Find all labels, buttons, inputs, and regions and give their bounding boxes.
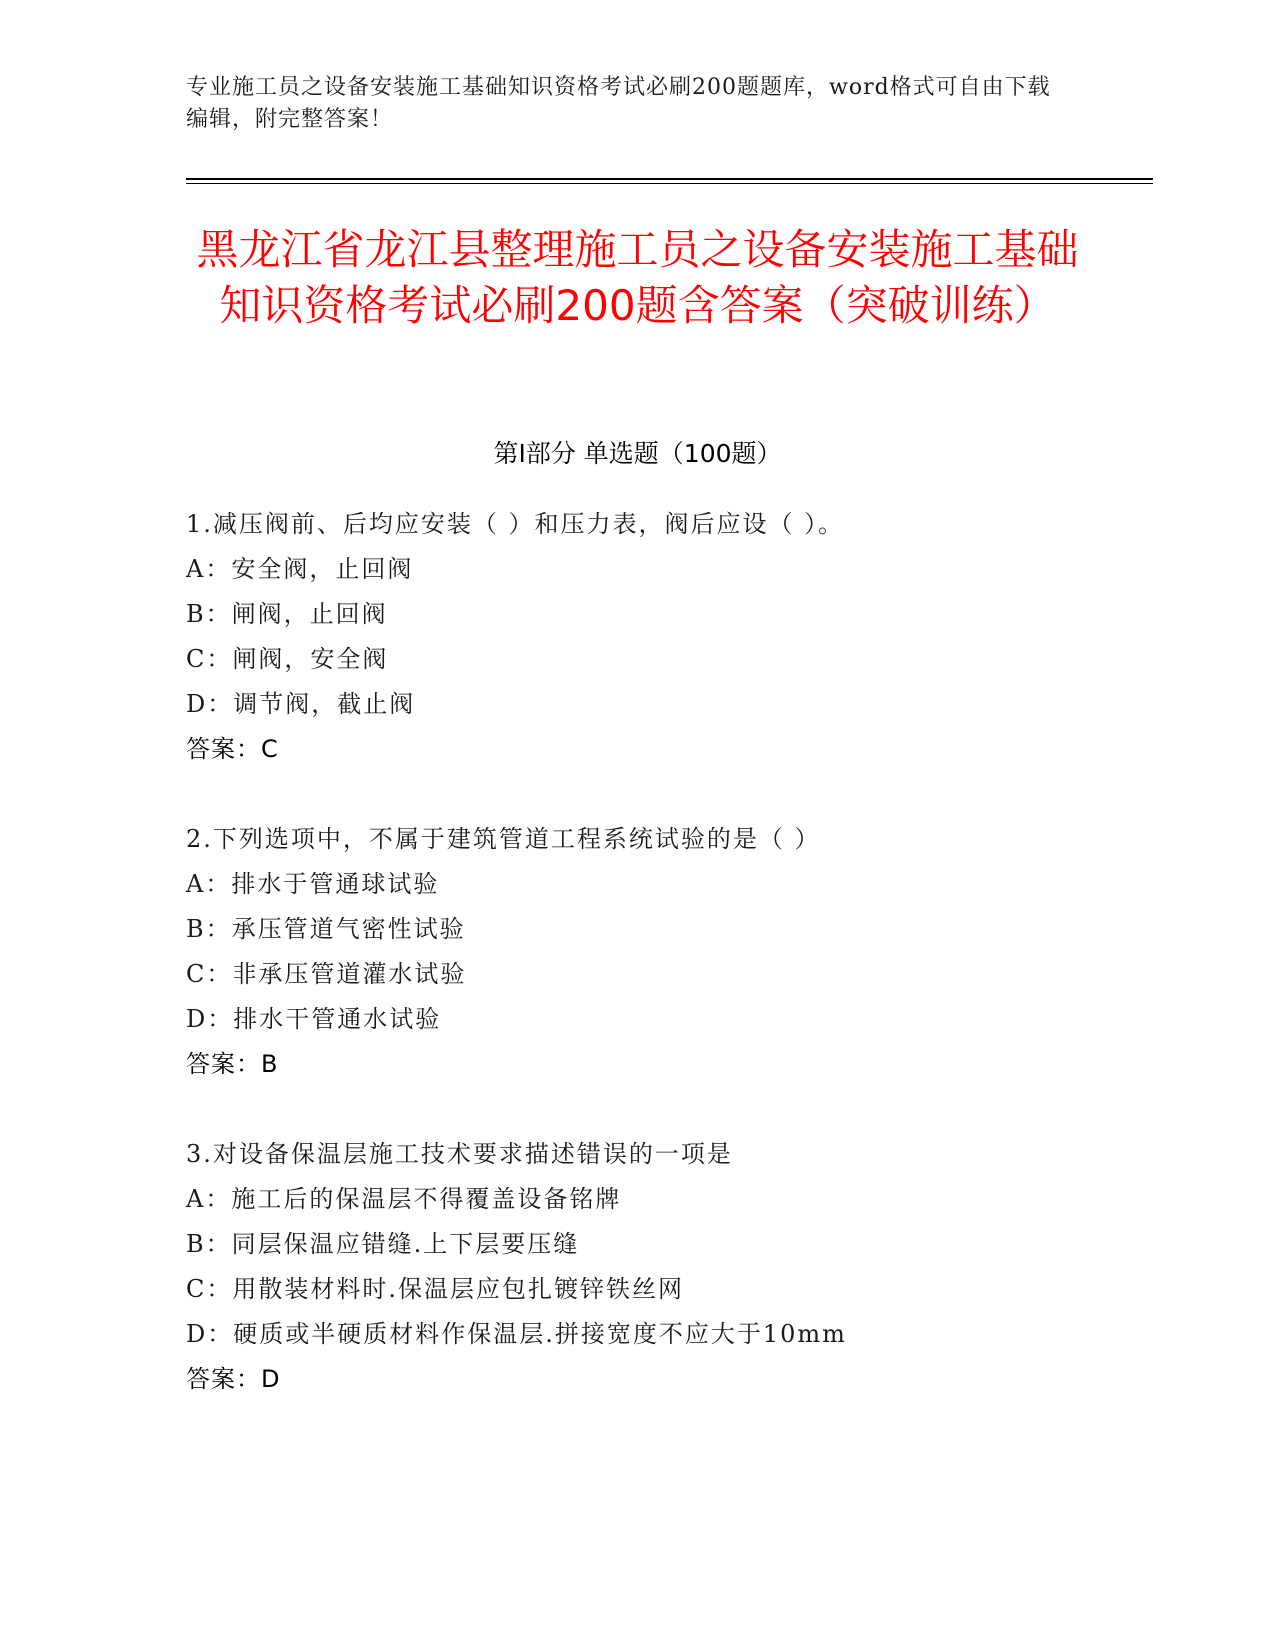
option-c: C：非承压管道灌水试验 [186,960,467,988]
header-divider-thick [186,178,1153,180]
header-divider-thin [186,183,1153,184]
option-d: D：排水干管通水试验 [186,1005,442,1033]
option-d: D：硬质或半硬质材料作保温层.拼接宽度不应大于10mm [186,1320,847,1348]
option-b: B：承压管道气密性试验 [186,915,466,943]
option-a: A：施工后的保温层不得覆盖设备铭牌 [186,1185,622,1213]
question-1 [186,502,1146,772]
question-stem: 2.下列选项中，不属于建筑管道工程系统试验的是（ ） [186,825,821,853]
option-a: A：安全阀，止回阀 [186,555,414,583]
question-stem: 3.对设备保温层施工技术要求描述错误的一项是 [186,1140,733,1168]
section-title: 第Ⅰ部分 单选题（100题） [493,439,782,468]
option-d: D：调节阀，截止阀 [186,690,416,718]
answer: 答案：D [186,1365,281,1393]
answer: 答案：C [186,735,279,763]
question-stem: 1.减压阀前、后均应安装（ ）和压力表，阀后应设（ ）。 [186,510,845,538]
question-2 [186,817,1146,1087]
header-note: 专业施工员之设备安装施工基础知识资格考试必刷200题题库，word格式可自由下载编辑，附完整答案！ [186,75,1051,132]
option-b: B：闸阀，止回阀 [186,600,388,628]
document-title: 黑龙江省龙江县整理施工员之设备安装施工基础知识资格考试必刷200题含答案（突破训练） [196,225,1079,330]
option-c: C：闸阀，安全阀 [186,645,389,673]
option-b: B：同层保温应错缝.上下层要压缝 [186,1230,580,1258]
question-3 [186,1132,1146,1402]
option-a: A：排水于管通球试验 [186,870,440,898]
option-c: C：用散装材料时.保温层应包扎镀锌铁丝网 [186,1275,684,1303]
answer: 答案：B [186,1050,279,1078]
